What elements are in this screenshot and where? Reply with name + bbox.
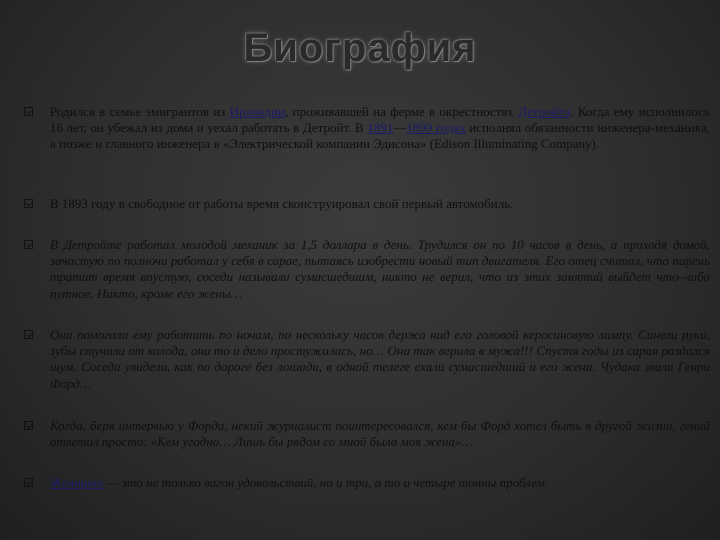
text-fragment: . Когда ему исполнилось 16 лет, он убежал из дома и уехал работать в Детройт. В xyxy=(50,104,710,136)
list-item xyxy=(24,327,714,392)
link-detroit[interactable]: Детройта xyxy=(518,104,571,119)
list-item xyxy=(24,418,714,450)
link-1891[interactable]: 1891 xyxy=(367,120,394,136)
checkbox-bullet-icon xyxy=(24,330,33,339)
bullet-text: Когда, беря интервью у Форда, некий журналист поинтересовался, кем бы Форд хотел быть в другой жизни, гений ответил просто: «Кем угодно… Лишь бы рядом со мной была моя жена»… xyxy=(50,418,710,450)
link-1899[interactable]: 1899 годах xyxy=(406,120,466,136)
slide-title: Биография xyxy=(243,26,477,70)
text-fragment: — xyxy=(393,120,407,136)
bullet-text: В 1893 году в свободное от работы время сконструировал свой первый автомобиль. xyxy=(50,196,514,211)
checkbox-bullet-icon xyxy=(24,107,33,116)
bullet-text xyxy=(50,475,710,491)
link-ireland[interactable]: Ирландии xyxy=(229,104,286,119)
text-fragment: , проживавшей на ферме в окрестностях xyxy=(285,104,519,119)
checkbox-bullet-icon xyxy=(24,421,33,430)
bullet-text: Она помогала ему работать по ночам, по нескольку часов держа над его головой керосиновую лампу. Синели руки, зубы стучали от холода, она то и дело простужалась, но… Она так верила в мужа!!! Спустя годы из сарая раздался шум. Соседи увидели, как по дороге без лошади, в одной телеге ехали сумасшедший и его жена. Чудака звали Генри Форд… xyxy=(50,327,710,391)
list-item xyxy=(24,475,714,491)
text-fragment: исполнял обязанности инженера-механика, а позже и главного инженера в «Электрической компании Эдисона» (Edison Illuminating Company). xyxy=(50,120,710,152)
list-item xyxy=(24,196,714,212)
checkbox-bullet-icon xyxy=(24,199,33,208)
checkbox-bullet-icon xyxy=(24,240,33,249)
list-item xyxy=(24,104,714,153)
checkbox-bullet-icon xyxy=(24,478,33,487)
bullet-text: В Детройте работал молодой механик за 1,5 доллара в день. Трудился он по 10 часов в день, а приходя домой, зачастую по полночи работал у себя в сарае, пытаясь изобрести новый тип двигателя. Его отец считал, что парень тратит время впустую, соседи называли сумасшедшим, никто не верил, что из этих занятий выйдет что–либо путное. Никто, кроме его жены… xyxy=(50,237,710,301)
text-fragment: — это не только вагон удовольствий, но и три, а то и четыре тонны проблем. xyxy=(103,475,549,490)
bullet-text xyxy=(50,104,710,153)
list-item xyxy=(24,237,714,302)
text-fragment: Родился в семье эмигрантов из xyxy=(50,104,230,119)
link-woman[interactable]: Женщина xyxy=(50,475,104,490)
